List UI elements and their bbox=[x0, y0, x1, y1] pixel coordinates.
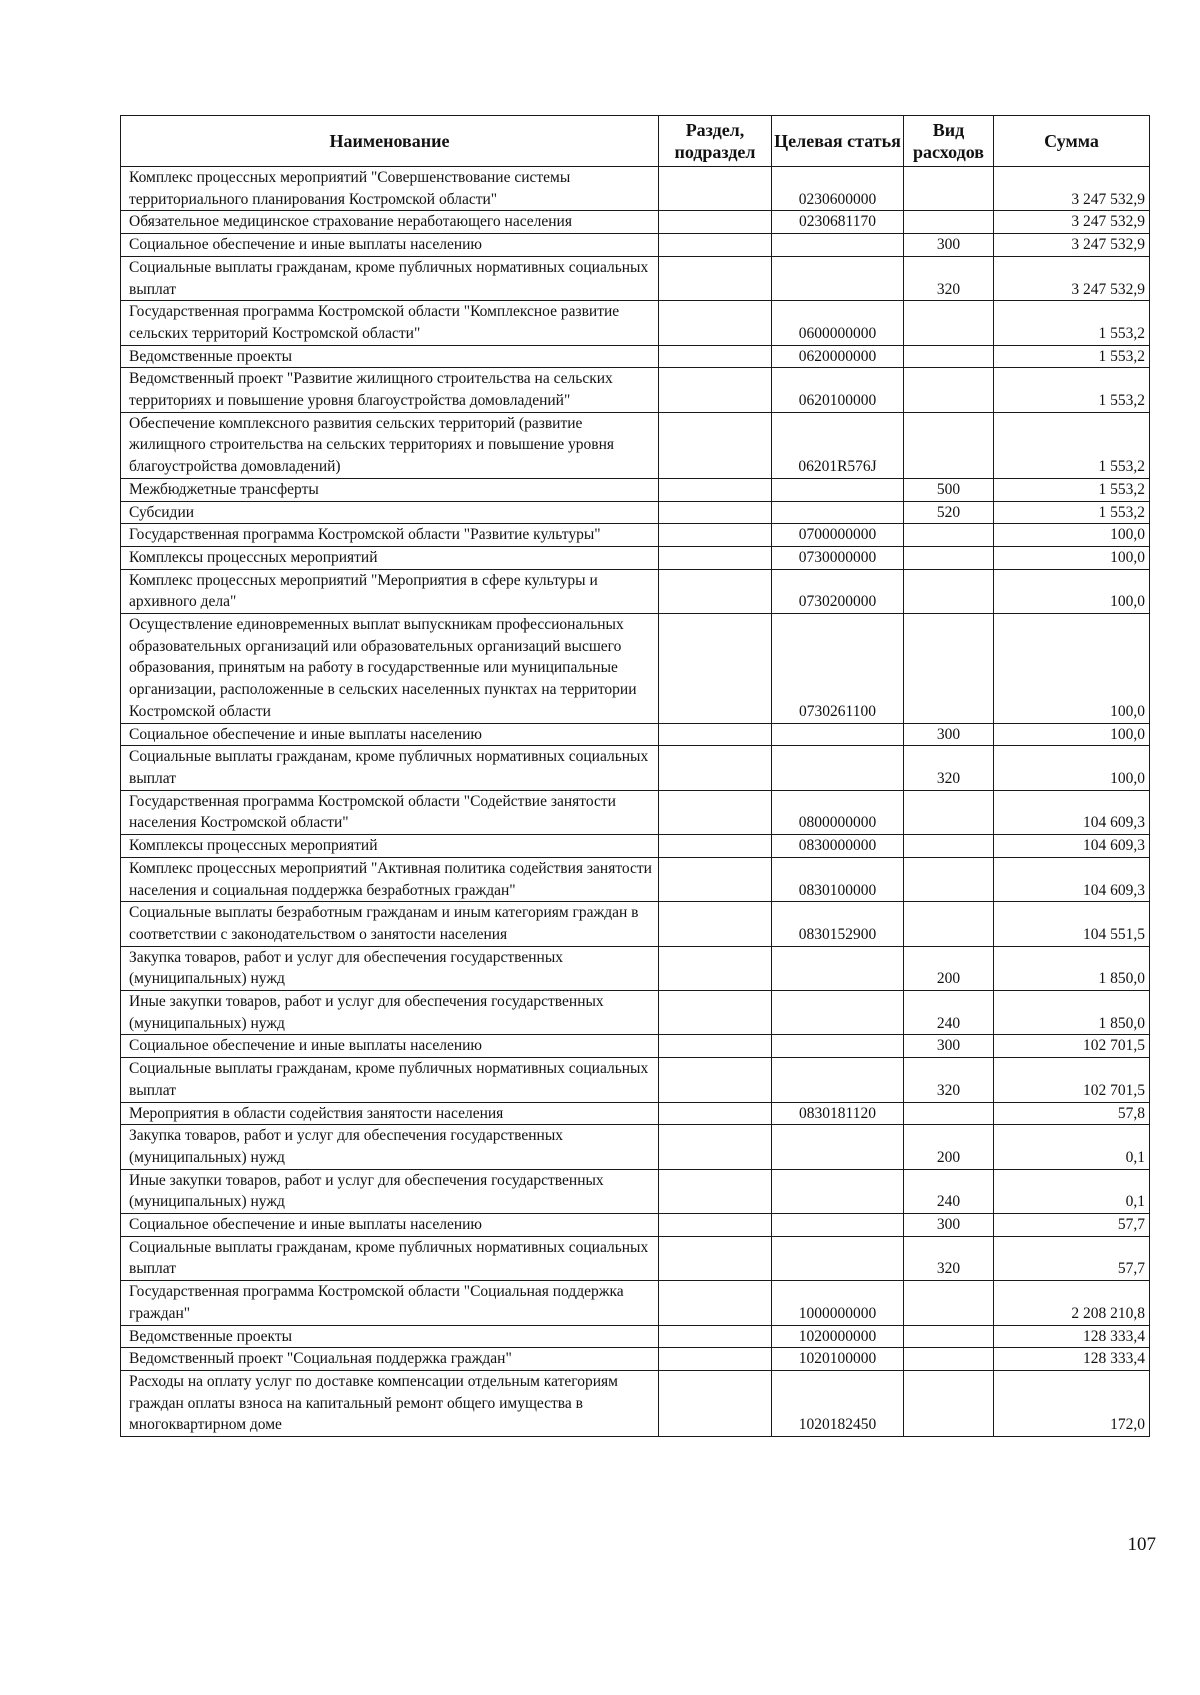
cell-name: Субсидии bbox=[121, 501, 659, 524]
cell-sum: 3 247 532,9 bbox=[994, 234, 1150, 257]
table-row bbox=[121, 256, 1150, 300]
cell-article bbox=[772, 1236, 904, 1280]
cell-name: Государственная программа Костромской области "Развитие культуры" bbox=[121, 524, 659, 547]
cell-section bbox=[659, 234, 772, 257]
cell-sum: 3 247 532,9 bbox=[994, 167, 1150, 211]
cell-type bbox=[904, 368, 994, 412]
cell-name: Комплексы процессных мероприятий bbox=[121, 546, 659, 569]
cell-section bbox=[659, 946, 772, 990]
cell-section bbox=[659, 835, 772, 858]
cell-sum: 104 609,3 bbox=[994, 790, 1150, 834]
cell-sum: 128 333,4 bbox=[994, 1348, 1150, 1371]
table-row bbox=[121, 1214, 1150, 1237]
cell-type: 320 bbox=[904, 746, 994, 790]
cell-section bbox=[659, 790, 772, 834]
cell-section bbox=[659, 723, 772, 746]
cell-type bbox=[904, 524, 994, 547]
cell-sum: 1 553,2 bbox=[994, 501, 1150, 524]
cell-type bbox=[904, 1102, 994, 1125]
cell-section bbox=[659, 1125, 772, 1169]
cell-article: 0230681170 bbox=[772, 211, 904, 234]
table-row bbox=[121, 524, 1150, 547]
table-row bbox=[121, 234, 1150, 257]
table-row bbox=[121, 857, 1150, 901]
cell-type: 500 bbox=[904, 478, 994, 501]
cell-type bbox=[904, 614, 994, 724]
header-section: Раздел, подраздел bbox=[659, 116, 772, 167]
cell-article bbox=[772, 723, 904, 746]
cell-section bbox=[659, 167, 772, 211]
cell-sum: 102 701,5 bbox=[994, 1035, 1150, 1058]
cell-type: 300 bbox=[904, 723, 994, 746]
cell-name: Государственная программа Костромской области "Комплексное развитие сельских территорий Костромской области" bbox=[121, 301, 659, 345]
cell-section bbox=[659, 1035, 772, 1058]
cell-article: 1000000000 bbox=[772, 1281, 904, 1325]
cell-name: Социальные выплаты гражданам, кроме публичных нормативных социальных выплат bbox=[121, 256, 659, 300]
header-sum: Сумма bbox=[994, 116, 1150, 167]
cell-article bbox=[772, 991, 904, 1035]
cell-section bbox=[659, 345, 772, 368]
cell-sum: 0,1 bbox=[994, 1169, 1150, 1213]
cell-type bbox=[904, 301, 994, 345]
table-row bbox=[121, 946, 1150, 990]
cell-article: 1020182450 bbox=[772, 1370, 904, 1436]
cell-article bbox=[772, 746, 904, 790]
cell-article: 0830000000 bbox=[772, 835, 904, 858]
cell-section bbox=[659, 1281, 772, 1325]
cell-section bbox=[659, 1236, 772, 1280]
table-row bbox=[121, 1236, 1150, 1280]
cell-name: Комплекс процессных мероприятий "Мероприятия в сфере культуры и архивного дела" bbox=[121, 569, 659, 613]
cell-name: Социальные выплаты гражданам, кроме публичных нормативных социальных выплат bbox=[121, 1058, 659, 1102]
cell-type: 520 bbox=[904, 501, 994, 524]
table-row bbox=[121, 167, 1150, 211]
cell-type bbox=[904, 345, 994, 368]
cell-article bbox=[772, 256, 904, 300]
header-row bbox=[121, 116, 1150, 167]
cell-type bbox=[904, 569, 994, 613]
cell-name: Ведомственный проект "Социальная поддержка граждан" bbox=[121, 1348, 659, 1371]
table-row bbox=[121, 1348, 1150, 1371]
cell-section bbox=[659, 301, 772, 345]
cell-section bbox=[659, 746, 772, 790]
cell-sum: 1 553,2 bbox=[994, 345, 1150, 368]
cell-type bbox=[904, 412, 994, 478]
cell-article bbox=[772, 1214, 904, 1237]
cell-sum: 57,7 bbox=[994, 1236, 1150, 1280]
cell-article: 0830181120 bbox=[772, 1102, 904, 1125]
cell-sum: 100,0 bbox=[994, 546, 1150, 569]
cell-article: 1020100000 bbox=[772, 1348, 904, 1371]
table-row bbox=[121, 569, 1150, 613]
table-body bbox=[121, 167, 1150, 1437]
cell-sum: 100,0 bbox=[994, 723, 1150, 746]
cell-sum: 102 701,5 bbox=[994, 1058, 1150, 1102]
cell-type bbox=[904, 1370, 994, 1436]
table-row bbox=[121, 345, 1150, 368]
cell-sum: 1 553,2 bbox=[994, 301, 1150, 345]
cell-sum: 100,0 bbox=[994, 524, 1150, 547]
cell-type: 240 bbox=[904, 991, 994, 1035]
cell-section bbox=[659, 1348, 772, 1371]
cell-name: Межбюджетные трансферты bbox=[121, 478, 659, 501]
table-row bbox=[121, 1035, 1150, 1058]
cell-article bbox=[772, 478, 904, 501]
cell-sum: 3 247 532,9 bbox=[994, 211, 1150, 234]
cell-article bbox=[772, 1058, 904, 1102]
table-row bbox=[121, 1102, 1150, 1125]
cell-name: Закупка товаров, работ и услуг для обеспечения государственных (муниципальных) нужд bbox=[121, 1125, 659, 1169]
cell-type bbox=[904, 835, 994, 858]
cell-article bbox=[772, 501, 904, 524]
cell-name: Социальное обеспечение и иные выплаты населению bbox=[121, 234, 659, 257]
cell-section bbox=[659, 614, 772, 724]
cell-name: Комплекс процессных мероприятий "Активная политика содействия занятости населения и социальная поддержка безработных граждан" bbox=[121, 857, 659, 901]
table-row bbox=[121, 1058, 1150, 1102]
cell-article bbox=[772, 1169, 904, 1213]
cell-type: 240 bbox=[904, 1169, 994, 1213]
page-number: 107 bbox=[1127, 1534, 1156, 1555]
cell-section bbox=[659, 501, 772, 524]
table-row bbox=[121, 1325, 1150, 1348]
cell-article: 06201R576J bbox=[772, 412, 904, 478]
cell-sum: 104 551,5 bbox=[994, 902, 1150, 946]
cell-name: Комплекс процессных мероприятий "Совершенствование системы территориального планирования Костромской области" bbox=[121, 167, 659, 211]
cell-article: 1020000000 bbox=[772, 1325, 904, 1348]
cell-sum: 57,8 bbox=[994, 1102, 1150, 1125]
cell-name: Иные закупки товаров, работ и услуг для обеспечения государственных (муниципальных) нужд bbox=[121, 1169, 659, 1213]
cell-sum: 172,0 bbox=[994, 1370, 1150, 1436]
cell-article: 0230600000 bbox=[772, 167, 904, 211]
cell-sum: 104 609,3 bbox=[994, 835, 1150, 858]
cell-sum: 100,0 bbox=[994, 569, 1150, 613]
cell-type: 200 bbox=[904, 1125, 994, 1169]
cell-type: 200 bbox=[904, 946, 994, 990]
table-row bbox=[121, 746, 1150, 790]
table-row bbox=[121, 478, 1150, 501]
header-article: Целевая статья bbox=[772, 116, 904, 167]
cell-sum: 3 247 532,9 bbox=[994, 256, 1150, 300]
cell-section bbox=[659, 1169, 772, 1213]
cell-name: Социальное обеспечение и иные выплаты населению bbox=[121, 1035, 659, 1058]
cell-name: Ведомственные проекты bbox=[121, 1325, 659, 1348]
cell-section bbox=[659, 857, 772, 901]
cell-sum: 100,0 bbox=[994, 746, 1150, 790]
table-row bbox=[121, 1281, 1150, 1325]
cell-section bbox=[659, 902, 772, 946]
cell-section bbox=[659, 524, 772, 547]
cell-sum: 104 609,3 bbox=[994, 857, 1150, 901]
cell-name: Мероприятия в области содействия занятости населения bbox=[121, 1102, 659, 1125]
table-row bbox=[121, 902, 1150, 946]
cell-sum: 2 208 210,8 bbox=[994, 1281, 1150, 1325]
cell-section bbox=[659, 1325, 772, 1348]
cell-article: 0620100000 bbox=[772, 368, 904, 412]
cell-type bbox=[904, 1281, 994, 1325]
cell-section bbox=[659, 412, 772, 478]
cell-name: Государственная программа Костромской области "Содействие занятости населения Костромской области" bbox=[121, 790, 659, 834]
cell-sum: 57,7 bbox=[994, 1214, 1150, 1237]
cell-sum: 100,0 bbox=[994, 614, 1150, 724]
cell-name: Расходы на оплату услуг по доставке компенсации отдельным категориям граждан оплаты взноса на капитальный ремонт общего имущества в многоквартирном доме bbox=[121, 1370, 659, 1436]
cell-section bbox=[659, 1058, 772, 1102]
table-row bbox=[121, 1370, 1150, 1436]
cell-article: 0730261100 bbox=[772, 614, 904, 724]
cell-type bbox=[904, 902, 994, 946]
cell-name: Закупка товаров, работ и услуг для обеспечения государственных (муниципальных) нужд bbox=[121, 946, 659, 990]
header-type: Вид расходов bbox=[904, 116, 994, 167]
cell-sum: 1 850,0 bbox=[994, 946, 1150, 990]
cell-article: 0600000000 bbox=[772, 301, 904, 345]
cell-sum: 128 333,4 bbox=[994, 1325, 1150, 1348]
table-header bbox=[121, 116, 1150, 167]
cell-article: 0730000000 bbox=[772, 546, 904, 569]
cell-section bbox=[659, 1102, 772, 1125]
cell-sum: 0,1 bbox=[994, 1125, 1150, 1169]
table-row bbox=[121, 301, 1150, 345]
cell-section bbox=[659, 991, 772, 1035]
cell-name: Социальные выплаты безработным гражданам и иным категориям граждан в соответствии с законодательством о занятости населения bbox=[121, 902, 659, 946]
cell-name: Комплексы процессных мероприятий bbox=[121, 835, 659, 858]
cell-section bbox=[659, 569, 772, 613]
cell-type bbox=[904, 790, 994, 834]
cell-name: Государственная программа Костромской области "Социальная поддержка граждан" bbox=[121, 1281, 659, 1325]
cell-section bbox=[659, 256, 772, 300]
table-row bbox=[121, 412, 1150, 478]
table-row bbox=[121, 1125, 1150, 1169]
table-row bbox=[121, 501, 1150, 524]
cell-article bbox=[772, 946, 904, 990]
budget-table bbox=[120, 115, 1150, 1437]
cell-name: Социальные выплаты гражданам, кроме публичных нормативных социальных выплат bbox=[121, 746, 659, 790]
cell-type bbox=[904, 1348, 994, 1371]
cell-type: 320 bbox=[904, 1236, 994, 1280]
cell-section bbox=[659, 478, 772, 501]
cell-name: Осуществление единовременных выплат выпускникам профессиональных образовательных организаций или образовательных организаций высшего образования, принятым на работу в государственные или муниципальные организации, расположенные в сельских населенных пунктах на территории Костромской области bbox=[121, 614, 659, 724]
cell-name: Иные закупки товаров, работ и услуг для обеспечения государственных (муниципальных) нужд bbox=[121, 991, 659, 1035]
cell-article: 0730200000 bbox=[772, 569, 904, 613]
cell-sum: 1 850,0 bbox=[994, 991, 1150, 1035]
cell-type: 320 bbox=[904, 1058, 994, 1102]
table-row bbox=[121, 723, 1150, 746]
cell-type: 300 bbox=[904, 1035, 994, 1058]
cell-sum: 1 553,2 bbox=[994, 478, 1150, 501]
table-row bbox=[121, 211, 1150, 234]
cell-type bbox=[904, 546, 994, 569]
cell-section bbox=[659, 211, 772, 234]
cell-name: Социальное обеспечение и иные выплаты населению bbox=[121, 723, 659, 746]
table-row bbox=[121, 614, 1150, 724]
cell-article: 0830152900 bbox=[772, 902, 904, 946]
cell-name: Социальное обеспечение и иные выплаты населению bbox=[121, 1214, 659, 1237]
cell-name: Социальные выплаты гражданам, кроме публичных нормативных социальных выплат bbox=[121, 1236, 659, 1280]
cell-type bbox=[904, 211, 994, 234]
cell-type bbox=[904, 167, 994, 211]
cell-section bbox=[659, 546, 772, 569]
cell-article: 0620000000 bbox=[772, 345, 904, 368]
cell-type: 300 bbox=[904, 1214, 994, 1237]
table-row bbox=[121, 991, 1150, 1035]
cell-type: 320 bbox=[904, 256, 994, 300]
cell-article: 0800000000 bbox=[772, 790, 904, 834]
cell-type: 300 bbox=[904, 234, 994, 257]
cell-article: 0700000000 bbox=[772, 524, 904, 547]
cell-sum: 1 553,2 bbox=[994, 412, 1150, 478]
table-row bbox=[121, 1169, 1150, 1213]
cell-name: Обеспечение комплексного развития сельских территорий (развитие жилищного строительства на сельских территориях и повышение уровня благоустройства домовладений) bbox=[121, 412, 659, 478]
cell-section bbox=[659, 368, 772, 412]
table-row bbox=[121, 368, 1150, 412]
cell-article bbox=[772, 1035, 904, 1058]
cell-type bbox=[904, 1325, 994, 1348]
cell-article bbox=[772, 234, 904, 257]
table-row bbox=[121, 790, 1150, 834]
cell-section bbox=[659, 1214, 772, 1237]
table-row bbox=[121, 546, 1150, 569]
table-row bbox=[121, 835, 1150, 858]
cell-name: Ведомственные проекты bbox=[121, 345, 659, 368]
cell-name: Обязательное медицинское страхование неработающего населения bbox=[121, 211, 659, 234]
cell-article bbox=[772, 1125, 904, 1169]
header-name: Наименование bbox=[121, 116, 659, 167]
cell-section bbox=[659, 1370, 772, 1436]
cell-article: 0830100000 bbox=[772, 857, 904, 901]
cell-name: Ведомственный проект "Развитие жилищного строительства на сельских территориях и повышение уровня благоустройства домовладений" bbox=[121, 368, 659, 412]
cell-sum: 1 553,2 bbox=[994, 368, 1150, 412]
cell-type bbox=[904, 857, 994, 901]
